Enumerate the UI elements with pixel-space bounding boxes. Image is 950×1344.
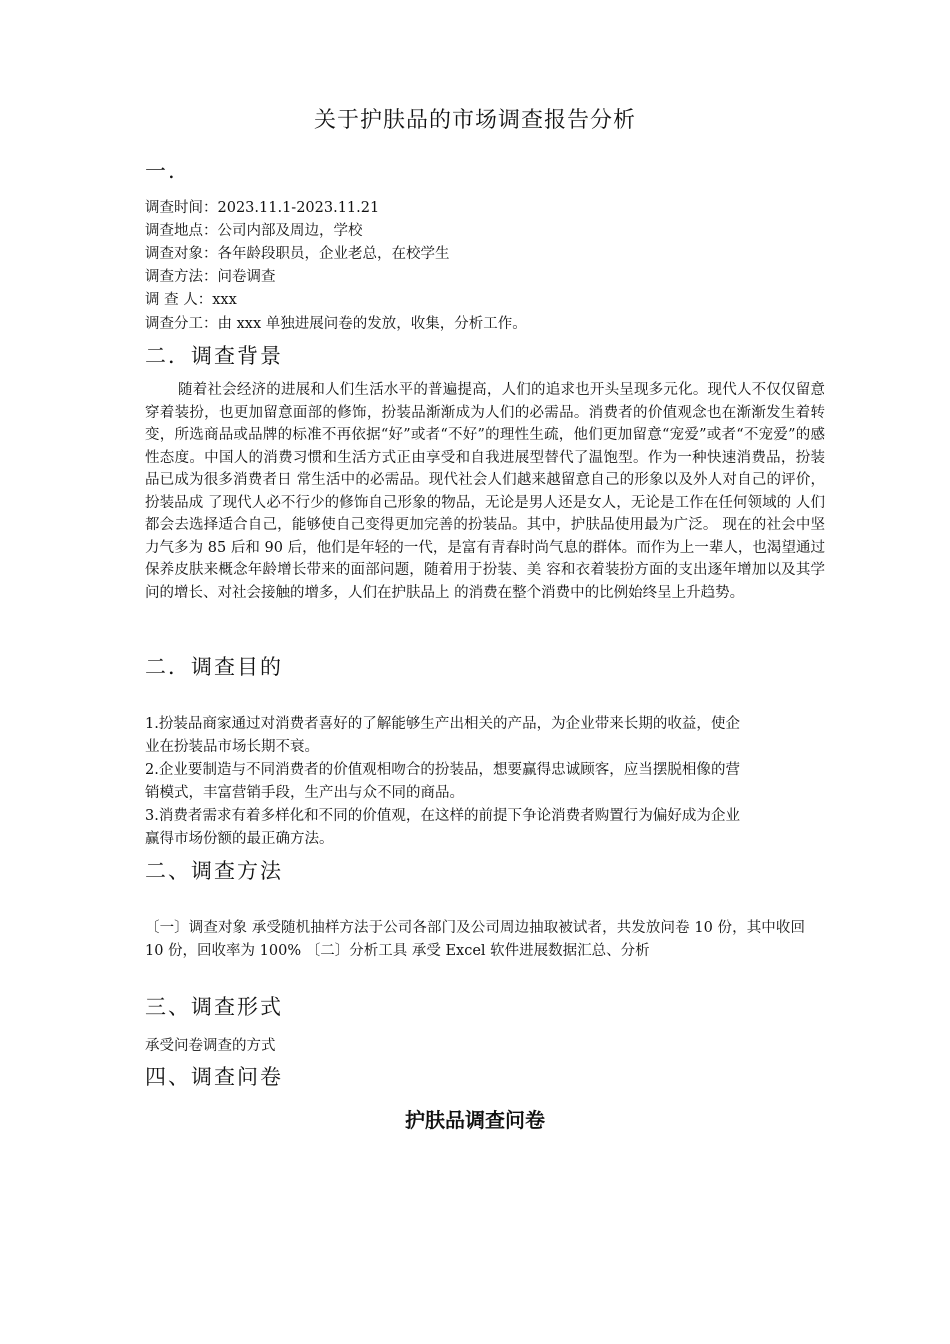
survey-place: 调查地点：公司内部及周边，学校 xyxy=(145,223,363,239)
section-heading-form: 三、调查形式 xyxy=(145,995,283,1019)
survey-target: 调查对象：各年龄段职员，企业老总，在校学生 xyxy=(145,246,450,262)
section-heading-background: 二．调查背景 xyxy=(145,344,283,368)
questionnaire-title: 护肤品调查问卷 xyxy=(405,1108,545,1132)
section-heading-methods: 二、调查方法 xyxy=(145,859,283,883)
section-heading-one: 一. xyxy=(145,159,177,183)
survey-method: 调查方法：问卷调查 xyxy=(145,269,276,285)
form-text: 承受问卷调查的方式 xyxy=(145,1038,276,1054)
purpose-item-1: 1.扮装品商家通过对消费者喜好的了解能够生产出相关的产品，为企业带来长期的收益，使企业在扮装品市场长期不衰。 xyxy=(145,716,740,755)
section-heading-questionnaire: 四、调查问卷 xyxy=(145,1065,283,1089)
purpose-item-3: 3.消费者需求有着多样化和不同的价值观，在这样的前提下争论消费者购置行为偏好成为企业赢得市场份额的最正确方法。 xyxy=(145,808,740,847)
survey-person: 调 查 人：xxx xyxy=(145,292,237,308)
survey-division: 调查分工：由 xxx 单独进展问卷的发放，收集，分析工作。 xyxy=(145,316,527,332)
methods-paragraph: 〔一〕调查对象 承受随机抽样方法于公司各部门及公司周边抽取被试者，共发放问卷 10 份，其中收回 10 份，回收率为 100% 〔二〕分析工具 承受 Excel 软件进展数据汇总、分析 xyxy=(145,920,805,959)
background-paragraph: 随着社会经济的进展和人们生活水平的普遍提高，人们的追求也开头呈现多元化。现代人不仅仅留意穿着装扮，也更加留意面部的修饰，扮装品渐渐成为人们的必需品。消费者的价值观念也在渐渐发生着转变，所选商品或品牌的标准不再依据“好”或者“不好”的理性生疏，他们更加留意“宠爱”或者“不宠爱”的感性态度。中国人的消费习惯和生活方式正由享受和自我进展型替代了温饱型。作为一种快速消费品，扮装品已成为很多消费者日 常生活中的必需品。现代社会人们越来越留意自己的形象以及外人对自己的评价，扮装品成 了现代人必不行少的修饰自己形象的物品，无论是男人还是女人，无论是工作在任何领域的 人们都会去选择适合自己，能够使自己变得更加完善的扮装品。其中，护肤品使用最为广泛。 现在的社会中坚力气多为 85 后和 90 后，他们是年轻的一代，是富有青春时尚气息的群体。而作为上一辈人，也渴望通过保养皮肤来概念年龄增长带来的面部问题，随着用于扮装、美 容和衣着装扮方面的支出逐年增加以及其学问的增长、对社会接触的增多，人们在护肤品上 的消费在整个消费中的比例始终呈上升趋势。 xyxy=(145,382,825,601)
survey-time: 调查时间：2023.11.1-2023.11.21 xyxy=(145,200,380,216)
section-heading-purpose: 二．调查目的 xyxy=(145,655,283,679)
purpose-item-2: 2.企业要制造与不同消费者的价值观相吻合的扮装品，想要赢得忠诚顾客，应当摆脱相像的营销模式，丰富营销手段，生产出与众不同的商品。 xyxy=(145,762,740,801)
document-title: 关于护肤品的市场调查报告分析 xyxy=(313,108,636,133)
